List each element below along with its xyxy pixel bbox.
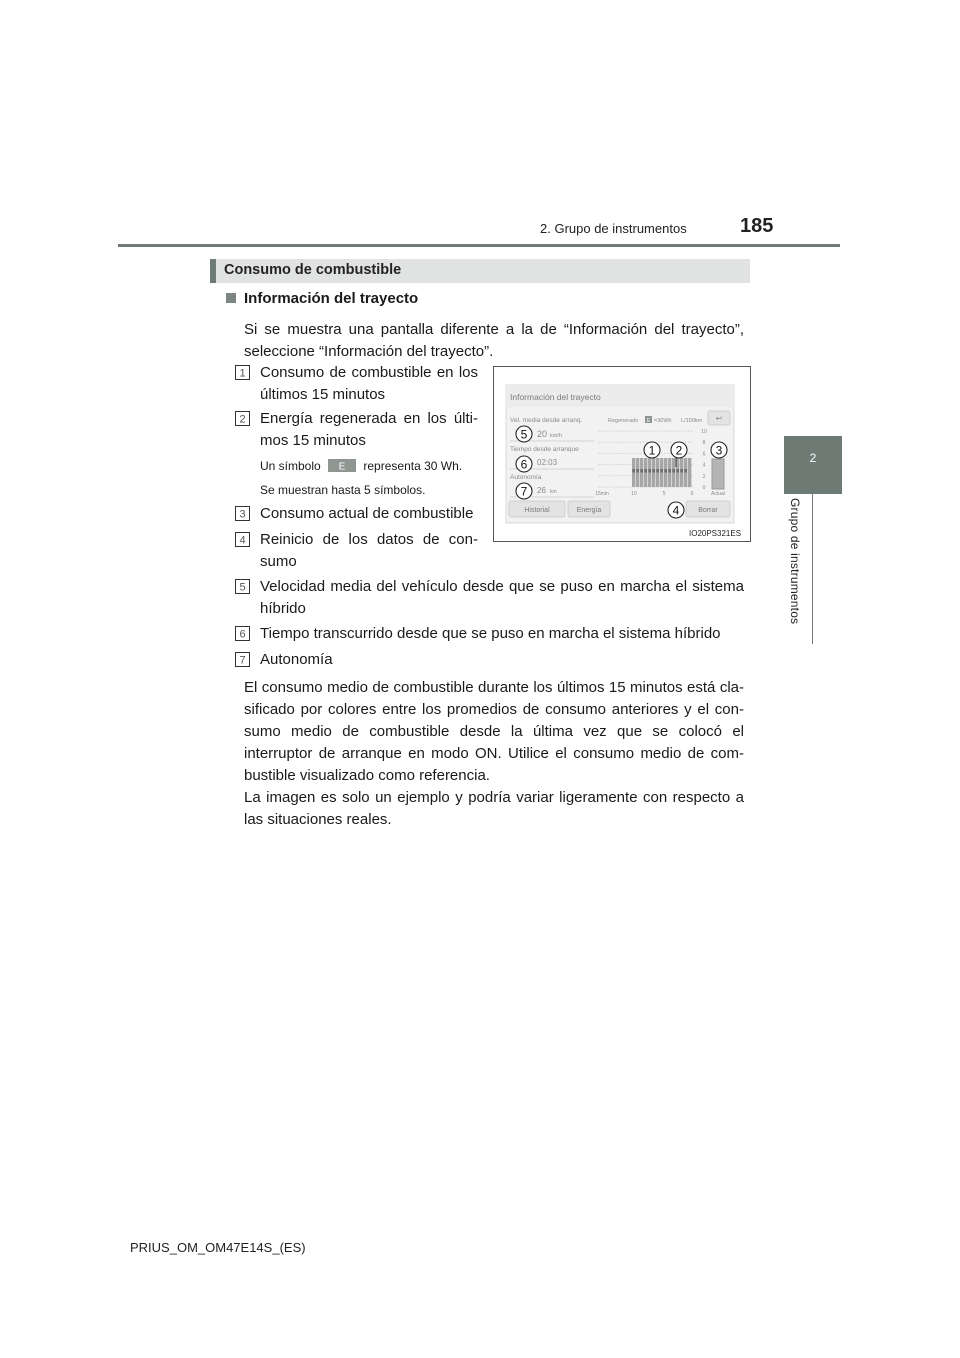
closing-line-1: El consumo medio de combustible durante los últimos 15 minutos está cla-: [244, 679, 744, 696]
figure-callout-6: [516, 456, 532, 472]
regen-symbol-mark: [664, 469, 667, 473]
note-symbol-after: representa 30 Wh.: [363, 459, 463, 473]
back-icon: ↩: [715, 414, 723, 423]
square-bullet-icon: [226, 293, 236, 303]
chart-y-tick: 10: [701, 429, 707, 435]
item-4-line-1: Reinicio de los datos de con-: [260, 531, 478, 548]
running-header-section: 2. Grupo de instrumentos: [540, 221, 687, 236]
item-1-line-2: últimos 15 minutos: [260, 386, 386, 403]
regen-symbol-icon: [328, 459, 356, 472]
clear-button-label: Borrar: [698, 507, 718, 514]
closing-line-5: bustible visualizado como referencia.: [244, 767, 490, 784]
subsection-title: Información del trayecto: [244, 290, 419, 307]
closing-line-6: La imagen es solo un ejemplo y podría variar ligeramente con respecto a: [244, 789, 744, 806]
figure-callout-3: [711, 442, 727, 458]
chart-y-tick: 8: [702, 440, 706, 447]
item-1-line-1: Consumo de combustible en los: [260, 364, 478, 381]
chart-x-tick: 10: [631, 491, 637, 497]
range-label: Autonomía: [510, 474, 542, 481]
trip-info-screen-figure: [494, 367, 750, 541]
regen-symbol-mark: [684, 469, 687, 473]
item-7-line-1: Autonomía: [260, 651, 333, 668]
history-button-label: Historial: [524, 507, 550, 514]
chapter-tab-label: Grupo de instrumentos: [788, 498, 802, 625]
consumption-unit: L/100km: [681, 418, 703, 424]
closing-line-2: sificado por colores entre los promedios de consumo anteriores y el con-: [244, 701, 744, 718]
screen-title: Información del trayecto: [510, 392, 601, 402]
item-5-line-1: Velocidad media del vehículo desde que se puso en marcha el sistema: [260, 578, 744, 595]
svg-text:2: 2: [675, 443, 683, 458]
regen-symbol-mark: [644, 469, 647, 473]
item-5-line-2: híbrido: [260, 600, 306, 617]
chart-y-tick: 2: [702, 473, 706, 480]
item-4-line-2: sumo: [260, 553, 297, 570]
callout-7-icon: [235, 652, 250, 667]
svg-text:5: 5: [520, 427, 528, 442]
callout-4-icon: [235, 532, 250, 547]
time-value: 02:03: [537, 458, 558, 467]
intro-line-1: Si se muestra una pantalla diferente a la de “Información del trayecto”,: [244, 321, 744, 338]
item-3-line-1: Consumo actual de combustible: [260, 505, 474, 522]
callout-6-icon: [235, 626, 250, 641]
callout-5-icon: [235, 579, 250, 594]
chart-y-tick: 0: [702, 485, 706, 491]
regen-symbol-mark: [632, 469, 635, 473]
regen-symbol-mark: [668, 469, 671, 473]
chart-x-tick: 15min: [595, 491, 609, 497]
regen-symbol-mark: [640, 469, 643, 473]
energy-button-label: Energía: [576, 507, 602, 514]
callout-2-icon: [235, 411, 250, 426]
speed-value: 20: [537, 429, 548, 439]
speed-unit: km/h: [550, 433, 562, 439]
svg-text:E: E: [338, 461, 346, 472]
figure-callout-7: [516, 483, 532, 499]
header-rule: [118, 244, 840, 247]
regen-symbol: E: [646, 418, 651, 424]
figure-caption: IO20PS321ES: [689, 529, 742, 538]
speed-label: Vel. media desde arranq.: [510, 417, 583, 424]
regen-symbol-mark: [680, 469, 683, 473]
svg-text:4: 4: [672, 503, 680, 518]
svg-text:5: 5: [239, 581, 246, 594]
regen-symbol-mark: [672, 469, 675, 473]
item-2-line-2: mos 15 minutos: [260, 432, 366, 449]
chapter-tab-number: 2: [809, 451, 817, 465]
current-consumption-bar: [712, 459, 724, 489]
svg-text:6: 6: [520, 457, 528, 472]
callout-1-icon: [235, 365, 250, 380]
chapter-tab: [784, 436, 842, 494]
regen-symbol-mark: [676, 469, 679, 473]
section-title: Consumo de combustible: [224, 262, 402, 278]
svg-text:7: 7: [239, 654, 246, 667]
chart-x-tick: Actual: [711, 491, 725, 497]
time-label: Tiempo desde arranque: [510, 446, 579, 453]
callout-3-icon: [235, 506, 250, 521]
svg-text:3: 3: [715, 443, 723, 458]
svg-text:7: 7: [520, 484, 528, 499]
chart-x-tick: 5: [662, 491, 666, 497]
range-value: 26: [537, 486, 546, 495]
figure-callout-5: [516, 426, 532, 442]
figure-callout-2: [671, 442, 687, 458]
subsection-heading: [226, 288, 418, 310]
range-unit: km: [550, 489, 557, 495]
regen-symbol-mark: [648, 469, 651, 473]
note-max-symbols: Se muestran hasta 5 símbolos.: [260, 483, 426, 497]
chart-x-tick: 0: [690, 491, 694, 497]
regen-symbol-mark: [660, 469, 663, 473]
chart-y-tick: 4: [702, 462, 706, 469]
svg-text:2: 2: [239, 413, 246, 426]
regen-value: =30Wh: [654, 418, 672, 424]
regen-symbol-mark: [656, 469, 659, 473]
svg-text:1: 1: [239, 367, 246, 380]
svg-text:1: 1: [648, 443, 656, 458]
svg-text:3: 3: [239, 508, 246, 521]
chart-y-tick: 6: [702, 451, 706, 458]
regen-label: Regenerado: [608, 418, 639, 424]
note-symbol-before: Un símbolo: [260, 459, 321, 473]
closing-line-3: sumo medio de combustible desde la última vez que se colocó el: [244, 723, 744, 740]
svg-text:4: 4: [239, 534, 246, 547]
closing-line-4: interruptor de arranque en modo ON. Utilice el consumo medio de com-: [244, 745, 744, 762]
chart-bars: [632, 458, 691, 487]
figure-callout-1: [644, 442, 660, 458]
item-6-line-1: Tiempo transcurrido desde que se puso en marcha el sistema híbrido: [260, 625, 721, 642]
note-symbol: [260, 458, 462, 474]
intro-line-2: seleccione “Información del trayecto”.: [244, 343, 494, 360]
footer-code: PRIUS_OM_OM47E14S_(ES): [130, 1240, 306, 1255]
closing-line-7: las situaciones reales.: [244, 811, 392, 828]
regen-symbol-mark: [652, 469, 655, 473]
item-2-line-1: Energía regenerada en los últi-: [260, 410, 478, 427]
svg-text:6: 6: [239, 628, 246, 641]
figure-callout-4: [668, 502, 684, 518]
chart-bar: [688, 458, 691, 487]
chapter-tab-line: [812, 494, 813, 644]
page-number: 185: [740, 215, 774, 237]
regen-symbol-mark: [636, 469, 639, 473]
